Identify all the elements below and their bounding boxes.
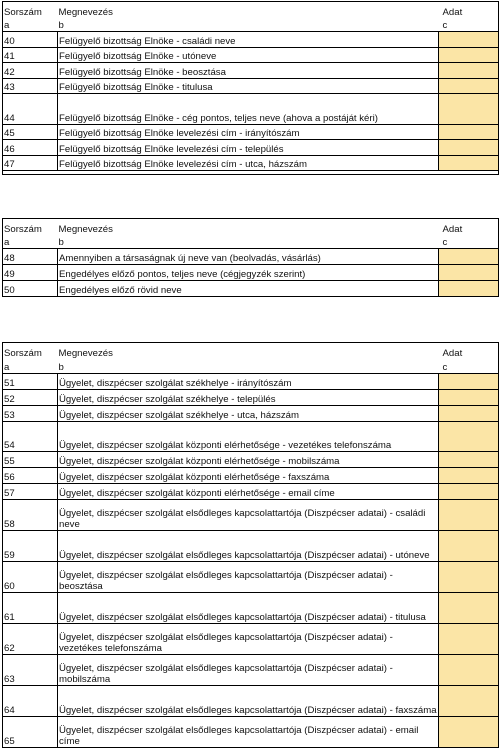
table-row [3,125,499,140]
table-row [3,63,499,79]
table-row [3,624,499,655]
data-input-cell[interactable] [439,531,499,562]
row-number: 57 [3,484,58,500]
table-row [3,655,499,686]
row-label: Amennyiben a társaságnak új neve van (beolvadás, vásárlás) [58,249,439,265]
table-row [3,468,499,484]
subheader-a: a [3,235,58,249]
table-row [3,422,499,452]
table-row [3,281,499,297]
row-label: Felügyelő bizottság Elnöke - beosztása [58,63,439,79]
data-input-cell[interactable] [439,79,499,94]
header-sorszam: Sorszám [3,219,58,235]
row-label: Ügyelet, diszpécser szolgálat elsődleges kapcsolattartója (Diszpécser adatai) - titulusa [58,593,439,624]
row-number: 53 [3,406,58,422]
data-input-cell[interactable] [439,452,499,468]
row-number: 61 [3,593,58,624]
data-input-cell[interactable] [439,593,499,624]
header-sorszam: Sorszám [3,343,58,359]
table-row [3,374,499,390]
table-row [3,406,499,422]
data-input-cell[interactable] [439,249,499,265]
table-row [3,48,499,63]
row-label: Felügyelő bizottság Elnöke levelezési cím - irányítószám [58,125,439,140]
row-label: Ügyelet, diszpécser szolgálat elsődleges kapcsolattartója (Diszpécser adatai) - email címe [58,717,439,748]
table-row [3,531,499,562]
row-number: 54 [3,422,58,452]
row-label: Ügyelet, diszpécser szolgálat székhelye - utca, házszám [58,406,439,422]
row-number: 44 [3,94,58,125]
data-input-cell[interactable] [439,140,499,156]
subheader-c: c [439,235,499,249]
row-label: Ügyelet, diszpécser szolgálat központi elérhetősége - vezetékes telefonszáma [58,422,439,452]
row-number: 41 [3,48,58,63]
row-number: 59 [3,531,58,562]
row-label: Felügyelő bizottság Elnöke - titulusa [58,79,439,94]
row-number: 42 [3,63,58,79]
header-megnevezes: Megnevezés [58,2,439,18]
row-label: Ügyelet, diszpécser szolgálat székhelye - település [58,390,439,406]
table-row [3,686,499,717]
row-label: Ügyelet, diszpécser szolgálat központi elérhetősége - email címe [58,484,439,500]
data-input-cell[interactable] [439,422,499,452]
data-input-cell[interactable] [439,156,499,171]
data-input-cell[interactable] [439,484,499,500]
row-label: Ügyelet, diszpécser szolgálat elsődleges kapcsolattartója (Diszpécser adatai) - utóneve [58,531,439,562]
header-adat: Adat [439,2,499,18]
data-input-cell[interactable] [439,406,499,422]
data-table-3 [2,342,499,748]
row-number: 51 [3,374,58,390]
subheader-c: c [439,359,499,374]
row-label: Felügyelő bizottság Elnöke - utóneve [58,48,439,63]
subheader-b: b [58,235,439,249]
table-row [3,265,499,281]
data-input-cell[interactable] [439,374,499,390]
row-number: 64 [3,686,58,717]
table-row [3,500,499,531]
data-input-cell[interactable] [439,562,499,593]
row-label: Felügyelő bizottság Elnöke - családi neve [58,32,439,48]
row-number: 50 [3,281,58,297]
table-row [3,94,499,125]
row-number: 52 [3,390,58,406]
header-megnevezes: Megnevezés [58,219,439,235]
data-table-1 [2,1,499,175]
table-row [3,140,499,156]
row-number: 55 [3,452,58,468]
data-table-2 [2,218,499,297]
table-row [3,717,499,748]
row-number: 45 [3,125,58,140]
data-input-cell[interactable] [439,125,499,140]
row-label: Felügyelő bizottság Elnöke - cég pontos, teljes neve (ahova a postáját kéri) [58,94,439,125]
row-label: Ügyelet, diszpécser szolgálat központi elérhetősége - faxszáma [58,468,439,484]
table-row [3,593,499,624]
table-row [3,562,499,593]
row-label: Engedélyes előző pontos, teljes neve (cégjegyzék szerint) [58,265,439,281]
header-adat: Adat [439,219,499,235]
data-input-cell[interactable] [439,655,499,686]
row-number: 60 [3,562,58,593]
data-input-cell[interactable] [439,468,499,484]
data-input-cell[interactable] [439,63,499,79]
row-number: 65 [3,717,58,748]
data-input-cell[interactable] [439,717,499,748]
data-input-cell[interactable] [439,686,499,717]
row-number: 49 [3,265,58,281]
data-input-cell[interactable] [439,500,499,531]
subheader-a: a [3,359,58,374]
row-label: Ügyelet, diszpécser szolgálat elsődleges kapcsolattartója (Diszpécser adatai) - mobilszáma [58,655,439,686]
row-label: Ügyelet, diszpécser szolgálat központi elérhetősége - mobilszáma [58,452,439,468]
data-input-cell[interactable] [439,624,499,655]
table-row [3,32,499,48]
row-label: Ügyelet, diszpécser szolgálat elsődleges kapcsolattartója (Diszpécser adatai) - vezetékes telefonszáma [58,624,439,655]
header-megnevezes: Megnevezés [58,343,439,359]
data-input-cell[interactable] [439,94,499,125]
row-label: Felügyelő bizottság Elnöke levelezési cím - utca, házszám [58,156,439,171]
row-number: 48 [3,249,58,265]
table-row [3,249,499,265]
data-input-cell[interactable] [439,48,499,63]
row-label: Ügyelet, diszpécser szolgálat székhelye - irányítószám [58,374,439,390]
row-number: 56 [3,468,58,484]
data-input-cell[interactable] [439,281,499,297]
subheader-b: b [58,18,439,32]
row-number: 63 [3,655,58,686]
data-input-cell[interactable] [439,32,499,48]
row-label: Felügyelő bizottság Elnöke levelezési cím - település [58,140,439,156]
row-number: 43 [3,79,58,94]
row-number: 46 [3,140,58,156]
row-number: 40 [3,32,58,48]
table-row [3,452,499,468]
row-label: Engedélyes előző rövid neve [58,281,439,297]
data-input-cell[interactable] [439,265,499,281]
subheader-b: b [58,359,439,374]
row-label: Ügyelet, diszpécser szolgálat elsődleges kapcsolattartója (Diszpécser adatai) - beosztása [58,562,439,593]
table-row [3,484,499,500]
row-label: Ügyelet, diszpécser szolgálat elsődleges kapcsolattartója (Diszpécser adatai) - faxszáma [58,686,439,717]
row-number: 62 [3,624,58,655]
row-label: Ügyelet, diszpécser szolgálat elsődleges kapcsolattartója (Diszpécser adatai) - családi neve [58,500,439,531]
table-row [3,156,499,171]
data-input-cell[interactable] [439,390,499,406]
subheader-c: c [439,18,499,32]
table-row [3,79,499,94]
header-sorszam: Sorszám [3,2,58,18]
table-row [3,390,499,406]
row-number: 47 [3,156,58,171]
row-number: 58 [3,500,58,531]
header-adat: Adat [439,343,499,359]
subheader-a: a [3,18,58,32]
